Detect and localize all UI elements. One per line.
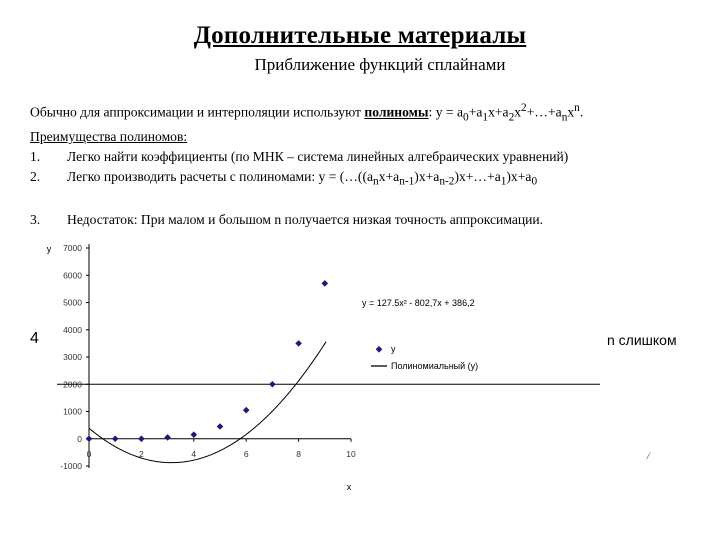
y-tick-label: 5000: [63, 297, 82, 308]
legend-marker-y: [376, 346, 383, 353]
list-item: 2. Легко производить расчеты с полиномами: $y = (\dots((a_nx+a_{n-1})x+a_{n-2})x+\dots+a_1)x+a_0$: [30, 169, 538, 188]
data-point: [191, 431, 198, 438]
y-tick-label: 1000: [63, 406, 82, 417]
data-point: [86, 435, 93, 442]
data-point: [112, 435, 119, 442]
trendline-equation: y = 127.5x² - 802,7x + 386,2: [362, 298, 475, 308]
item3-num: 3.: [30, 211, 41, 227]
y-tick-label: -1000: [60, 461, 82, 471]
y-tick-label: 6000: [63, 270, 82, 281]
y-tick-label: 2000: [63, 379, 82, 390]
x-tick-label: 2: [139, 449, 144, 459]
data-point: [322, 280, 329, 287]
page-title: Дополнительные материалы: [193, 22, 527, 49]
side-text: n слишком: [607, 332, 677, 348]
data-point: [269, 381, 276, 388]
line1-bold: полиномы: [364, 104, 429, 120]
x-tick-label: 10: [346, 449, 356, 459]
x-tick-label: 4: [191, 449, 197, 459]
y-tick-label: 0: [77, 433, 82, 444]
legend-label-y: y: [391, 344, 396, 354]
text-line-2: Преимущества полиномов:: [30, 129, 188, 145]
y-tick-label: 4000: [63, 324, 82, 335]
text-line-1: Обычно для аппроксимации и интерполяции используют полиномы: $y = a_0+a_1x+a_2x^2+\dots+a_nx^n$.: [30, 102, 584, 124]
data-point: [164, 434, 171, 441]
item3-text: Недостаток: При малом и большом n получается низкая точность аппроксимации.: [67, 211, 544, 227]
trendline-polynomial: [86, 342, 326, 463]
y-axis-label: y: [46, 244, 52, 254]
x-axis-label: x: [346, 482, 352, 492]
x-tick-label: 6: [243, 449, 249, 459]
x-tick-label: 0: [86, 449, 92, 459]
line1-suffix: : y = a: [428, 104, 464, 120]
data-point: [217, 423, 224, 430]
tiny-mark: ⁄: [648, 451, 650, 461]
data-point: [243, 407, 250, 414]
line1-prefix: Обычно для аппроксимации и интерполяции используют: [30, 104, 365, 120]
side-number: 4: [30, 330, 39, 347]
item1-text: Легко найти коэффициенты (по МНК – система линейных алгебраических уравнений): [67, 149, 569, 165]
y-tick-label: 7000: [63, 243, 82, 253]
item2-num: 2.: [30, 169, 41, 185]
y-tick-label: 3000: [63, 352, 82, 362]
legend-label-polynomial: Полиномиальный (y): [391, 361, 479, 371]
item1-num: 1.: [30, 149, 41, 165]
data-point: [138, 435, 145, 442]
item2-text: Легко производить расчеты с полиномами: y = (…((a: [67, 169, 374, 185]
page-subtitle: Приближение функций сплайнами: [254, 55, 506, 74]
data-point: [295, 340, 302, 347]
x-tick-label: 8: [296, 449, 301, 459]
